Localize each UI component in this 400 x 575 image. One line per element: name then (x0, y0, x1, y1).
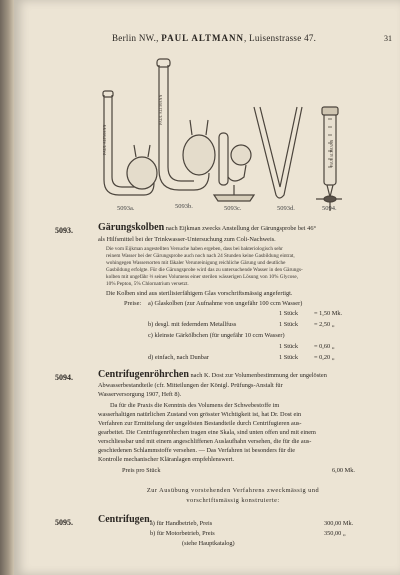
entry-5093-title: Gärungskolben (98, 222, 165, 233)
price-item-c-qty: 1 Stück (279, 343, 299, 350)
entry-5094-body-4: gearbeitet. Die Centrifugenröhrchen tragen eine Skala, sind unten offen und mit einem (98, 429, 316, 436)
tube-label-b: PAUL ALTMANN (158, 94, 163, 125)
entry-number-5094: 5094. (55, 373, 73, 382)
entry-5095-title: Centrifugen. (98, 514, 153, 525)
entry-5095-item-a-label: a) für Handbetrieb, Preis (150, 520, 213, 527)
header-company: PAUL ALTMANN (161, 33, 245, 43)
entry-5094-note-1: Zur Ausübung vorstehenden Verfahrens zweckmässig und (146, 487, 320, 494)
entry-5094-title: Centrifugenröhrchen (98, 369, 189, 380)
entry-5093-small-5: kolben mit ungefähr ⅓ seines Volumens einer sterilen wässerigen Lösung von 10% Glycose, (106, 274, 298, 280)
page-header (112, 33, 352, 43)
entry-5093-line2: als Hilfsmittel bei der Trinkwasser-Untersuchung zum Coli-Nachweis. (98, 236, 276, 243)
price-item-a-qty: 1 Stück (279, 310, 299, 317)
price-item-d-price: = 0,20 „ (314, 354, 335, 361)
header-address: , Luisenstrasse 47. (244, 33, 317, 43)
entry-5094-line2: Abwasserbestandteile (cfr. Mitteilungen der Königl. Prüfungs-Anstalt für (98, 382, 283, 389)
entry-5094-body-6: geschiedenen Schlammstoffe versehen. — Das Verfahren ist besonders für die (98, 447, 296, 454)
entry-5094-body-5: verschliessbar und mit einem angeschliffenen Auslaufhahn versehen, die für die aus- (98, 438, 312, 445)
entry-5093-title-line (98, 224, 368, 233)
header-city: Berlin NW., (112, 33, 162, 43)
entry-number-5093: 5093. (55, 226, 73, 235)
entry-5094-price-label: Preis pro Stück (122, 467, 161, 474)
entry-5093-small-4: Gasbildung erfolgte. Für die Gärungsprobe wird das zu untersuchende Wasser in den Gärungs- (106, 267, 303, 273)
entry-5094-body-3: Verfahren zur Ermittelung der ungelösten Bestandteile durch Centrifugieren aus- (98, 420, 302, 427)
caption-5093a: 5093a. (117, 205, 135, 212)
caption-5093d: 5093d. (277, 205, 295, 212)
entry-5094-price: 6,00 Mk. (332, 467, 355, 474)
entry-5094-title-rest: nach K. Dost zur Volumenbestimmung der ungelösten (188, 372, 327, 379)
entry-number-5095: 5095. (55, 518, 73, 527)
entry-5094-body-2: wasserhaltigen natürlichen Zustand von grösster Wichtigkeit ist, hat Dr. Dost ein (98, 411, 302, 418)
glassware-drawing (84, 55, 374, 217)
entry-5093-small-1: Die vom Eijkman angestellten Versuche haben ergeben, dass bei bakteriologisch sehr (106, 246, 283, 252)
price-item-b-label: b) desgl. mit federndem Metallfuss (148, 321, 237, 328)
entry-5093-line3: Die Kolben sind aus sterilisierfähigem Glas vorschriftsmässig angefertigt. (106, 290, 293, 297)
entry-5095-item-a-price: 300,00 Mk. (324, 520, 354, 527)
page-number: 31 (384, 34, 392, 43)
caption-5093c: 5093c. (224, 205, 242, 212)
entry-5095-item-b-price: 350,00 „ (324, 530, 346, 537)
prices-intro: Preise: (124, 300, 142, 307)
caption-5093b: 5093b. (175, 203, 193, 210)
price-item-c-price: = 0,60 „ (314, 343, 335, 350)
entry-5095-note: (siehe Hauptkatalog) (182, 540, 235, 547)
caption-5094: 5094. (322, 205, 337, 212)
entry-5094-body-1: Da für die Praxis die Kenntnis des Volumens der Schwebestoffe im (110, 402, 280, 409)
entry-5093-small-2: reinem Wasser bei der Gärungsprobe auch noch nach 24 Stunden keine Gasbildung eintrat, (106, 253, 295, 259)
entry-5094-note-2: vorschriftsmässig konstruierte: (186, 497, 280, 504)
entry-5093-small-6: 10% Pepton, 5% Chlornatrium versetzt. (106, 281, 189, 287)
tube-label-a: PAUL ALTMANN (102, 124, 107, 155)
price-item-b-qty: 1 Stück (279, 321, 299, 328)
entry-5093-small-3: wohingegen Wassersorten mit fäkaler Verunreinigung reichliche Gärung und deutliche (106, 260, 286, 266)
book-gutter (0, 0, 14, 575)
catalog-page (14, 0, 400, 575)
price-item-d-qty: 1 Stück (279, 354, 299, 361)
price-item-b-price: = 2,50 „ (314, 321, 335, 328)
entry-5094-title-line (98, 371, 368, 380)
price-item-c-label: c) kleinste Gärkölbchen (für ungefähr 10 ccm Wasser) (148, 332, 285, 339)
apparatus-illustration (84, 55, 374, 217)
entry-5094-line3: Wasserversorgung 1907, Heft 8). (98, 391, 182, 398)
price-item-d-label: d) einfach, nach Dunbar (148, 354, 209, 361)
entry-5093-title-rest: nach Eijkman zwecks Anstellung der Gärungsprobe bei 46° (164, 225, 316, 232)
tube-label-5094: PAUL ALTMANN (330, 139, 334, 167)
entry-5095-item-b-label: b) für Motorbetrieb, Preis (150, 530, 215, 537)
entry-5094-body-7: Kontrolle mechanischer Kläranlagen empfehlenswert. (98, 456, 235, 463)
price-item-a-price: = 1,50 Mk. (314, 310, 343, 317)
price-item-a-label: a) Glaskolben (zur Aufnahme von ungefähr 100 ccm Wasser) (148, 300, 303, 307)
